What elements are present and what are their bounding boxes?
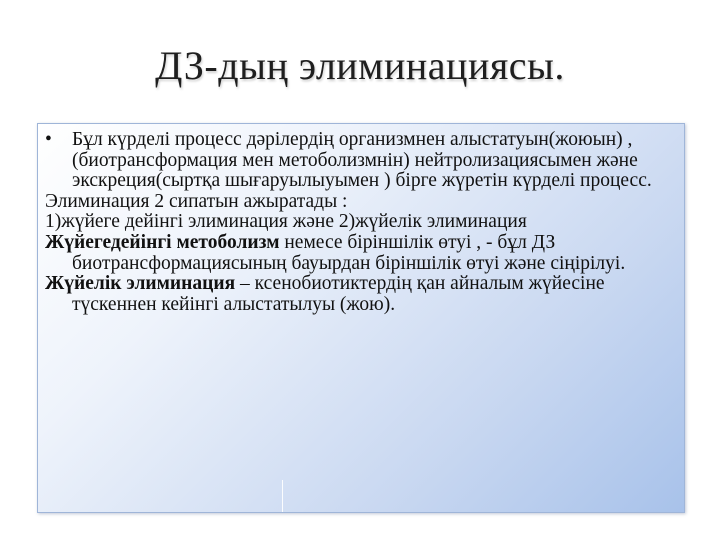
body-text <box>45 130 681 315</box>
bullet-paragraph <box>45 130 681 192</box>
paragraph-4-text: немесе біріншілік өтуі , - бұл ДЗ биотрансформациясының бауырдан біріншілік өтуі және сіңірілуі. <box>72 231 626 274</box>
paragraph-5 <box>45 274 681 315</box>
slide-title: ДЗ-дың элиминациясы. <box>155 43 565 88</box>
paragraph-2: Элиминация 2 сипатын ажыратады : <box>45 190 348 212</box>
bullet-icon: • <box>45 129 52 150</box>
paragraph-3: 1)жүйеге дейінгі элиминация және 2)жүйелік элиминация <box>45 211 527 233</box>
content-box <box>37 123 685 513</box>
paragraph-5-term: Жүйелік элиминация <box>45 273 236 295</box>
paragraph-1-text: Бұл күрделі процесс дәрілердің организмнен алыстатуын(жоюын) ,(биотрансформация мен метоболизмнін) нейтролизациясымен және экскреция(сыртқа шығаруылыуымен ) бірге жүретін күрделі процесс. <box>72 129 652 192</box>
decorative-divider <box>282 480 283 513</box>
paragraph-4 <box>45 233 681 274</box>
paragraph-5-text: – ксенобиотиктердің қан айналым жүйесіне түскеннен кейінгі алыстатылуы (жою). <box>72 273 605 315</box>
paragraph-4-term: Жүйегедейінгі метоболизм <box>45 231 280 253</box>
